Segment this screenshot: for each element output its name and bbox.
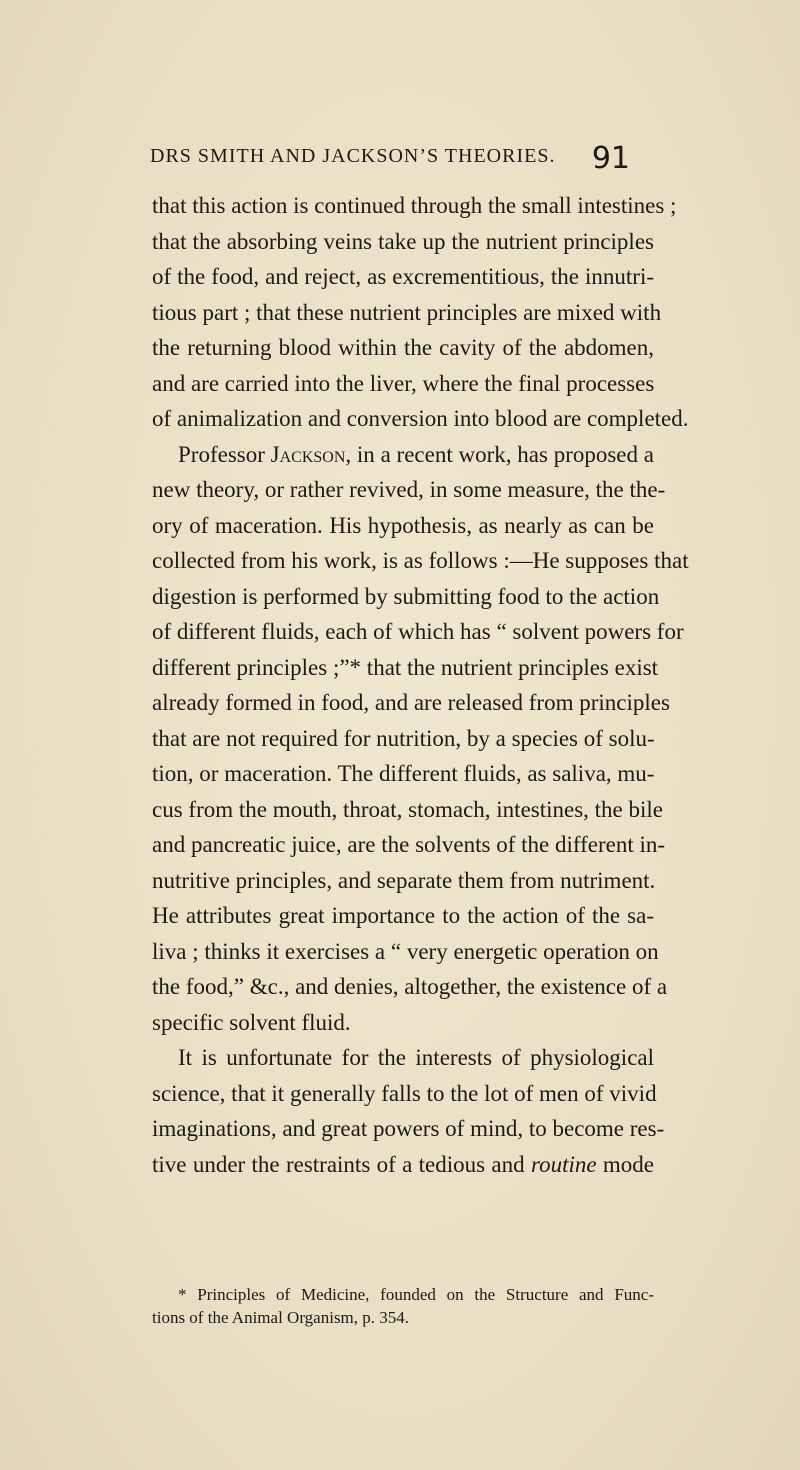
footnote-line: tions of the Animal Organism, p. 354. [152,1308,410,1327]
text-line: the food,” &c., and denies, altogether, the existence of a [152,974,668,999]
text-line: ory of maceration. His hypothesis, as nearly as can be [152,512,654,538]
text-line-tail: mode [596,1151,654,1177]
text-line: tious part ; that these nutrient principles are mixed with [152,299,662,325]
text-line: already formed in food, and are released from principles [152,690,670,715]
text-line: cus from the mouth, throat, stomach, intestines, the bile [152,796,664,822]
text-line: of different fluids, each of which has “ solvent powers for [152,619,684,644]
text-line: digestion is performed by submitting food to the action [152,583,660,609]
text-line: the returning blood within the cavity of the abdomen, [152,335,654,360]
text-line: tion, or maceration. The different fluids, as saliva, mu- [152,761,655,786]
body-text [152,188,689,1182]
running-title: DRS SMITH AND JACKSON’S THEORIES. [150,145,556,167]
text-line: different principles ;”* that the nutrient principles exist [152,654,659,680]
running-head [150,141,630,181]
text-line: nutritive principles, and separate them from nutriment. [152,867,656,893]
italic-word: routine [530,1151,597,1177]
text-line: He attributes great importance to the action of the sa- [152,903,654,928]
text-line: and are carried into the liver, where the final processes [152,370,655,396]
footnote [152,1283,654,1329]
text-line: that are not required for nutrition, by a species of solu- [152,725,655,751]
text-line-last [152,1147,654,1183]
text-line: liva ; thinks it exercises a “ very energetic operation on [152,938,659,964]
text-line: of the food, and reject, as excrementitious, the innutri- [152,264,654,289]
text-line: new theory, or rather revived, in some measure, the the- [152,477,666,502]
text-line: It is unfortunate for the interests of physiological [178,1045,654,1070]
text-line: science, that it generally falls to the lot of men of vivid [152,1080,657,1106]
text-line: imaginations, and great powers of mind, to become res- [152,1116,665,1141]
text-line: that the absorbing veins take up the nutrient principles [152,228,654,254]
text-line: Professor Jackson, in a recent work, has proposed a [178,441,654,467]
footnote-line: * Principles of Medicine, founded on the Structure and Func- [178,1285,654,1304]
text-line: collected from his work, is as follows :—He supposes that [152,548,689,573]
text-line: specific solvent fluid. [152,1009,351,1035]
text-line-lead: tive under the restraints of a tedious and [152,1151,531,1177]
page-number: 91 [591,141,630,176]
text-line: and pancreatic juice, are the solvents of the different in- [152,832,666,857]
small-caps-name: Jackson [270,441,346,467]
text-line: of animalization and conversion into blood are completed. [152,406,689,431]
text-line: that this action is continued through the small intestines ; [152,193,677,218]
